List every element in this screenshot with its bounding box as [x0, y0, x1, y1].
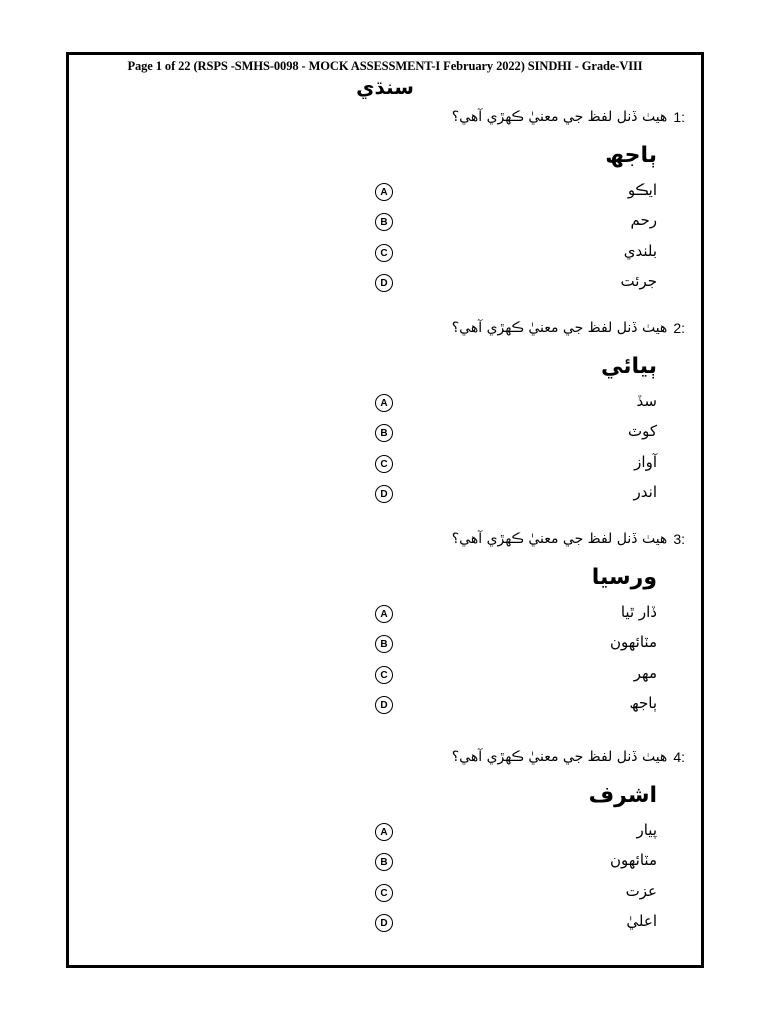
question-number: 3:	[673, 531, 685, 547]
option-a[interactable]	[69, 823, 701, 853]
question-prompt: هيٺ ڏنل لفظ جي معنيٰ ڪهڙي آهي؟	[451, 109, 668, 125]
option-circle[interactable]: B	[375, 635, 393, 653]
option-d[interactable]	[69, 696, 701, 726]
option-text: ايڪو	[627, 181, 657, 199]
option-text: مٽائهون	[610, 633, 657, 651]
option-circle[interactable]: C	[375, 884, 393, 902]
question-line	[452, 531, 685, 547]
option-a[interactable]	[69, 394, 701, 424]
option-c[interactable]	[69, 666, 701, 696]
question-number: 4:	[673, 749, 685, 765]
option-text: ٻاجھ	[629, 694, 657, 712]
option-circle[interactable]: C	[375, 666, 393, 684]
option-text: کوٽ	[627, 422, 657, 440]
question-prompt: هيٺ ڏنل لفظ جي معنيٰ ڪهڙي آهي؟	[451, 531, 668, 547]
question-word: اشرف	[588, 783, 657, 808]
option-circle[interactable]: B	[375, 853, 393, 871]
option-text: مٽائهون	[610, 851, 657, 869]
option-b[interactable]	[69, 635, 701, 665]
option-circle[interactable]: A	[375, 394, 393, 412]
option-text: اعليٰ	[626, 912, 657, 930]
question-prompt: هيٺ ڏنل لفظ جي معنيٰ ڪهڙي آهي؟	[451, 749, 668, 765]
option-text: عزت	[625, 882, 657, 900]
question-word: ورسيا	[591, 565, 657, 590]
question-word: ٻاجھ	[605, 143, 657, 168]
question-line	[452, 109, 685, 125]
question-number: 2:	[673, 320, 685, 336]
page-header: Page 1 of 22 (RSPS -SMHS-0098 - MOCK ASSESSMENT-I February 2022) SINDHI - Grade-VIII	[127, 59, 643, 73]
option-circle[interactable]: A	[375, 183, 393, 201]
option-text: بلندي	[623, 242, 657, 260]
question-line	[452, 320, 685, 336]
option-d[interactable]	[69, 485, 701, 515]
option-circle[interactable]: D	[375, 485, 393, 503]
option-text: جرئت	[620, 272, 657, 290]
option-circle[interactable]: A	[375, 823, 393, 841]
page-border	[66, 52, 704, 968]
option-circle[interactable]: B	[375, 424, 393, 442]
question-prompt: هيٺ ڏنل لفظ جي معنيٰ ڪهڙي آهي؟	[451, 320, 668, 336]
option-c[interactable]	[69, 244, 701, 274]
option-c[interactable]	[69, 455, 701, 485]
option-text: مهر	[633, 664, 657, 682]
option-b[interactable]	[69, 424, 701, 454]
option-text: پيار	[636, 821, 657, 839]
option-circle[interactable]: D	[375, 696, 393, 714]
option-circle[interactable]: C	[375, 455, 393, 473]
option-circle[interactable]: A	[375, 605, 393, 623]
option-text: آواز	[634, 453, 657, 471]
question-line	[452, 749, 685, 765]
option-text: اندر	[633, 483, 657, 501]
option-a[interactable]	[69, 183, 701, 213]
option-circle[interactable]: C	[375, 244, 393, 262]
option-text: سڏ	[636, 392, 657, 410]
subject-title: سنڌي	[356, 75, 414, 99]
question-number: 1:	[673, 109, 685, 125]
option-text: رحم	[630, 211, 657, 229]
option-circle[interactable]: D	[375, 274, 393, 292]
option-c[interactable]	[69, 884, 701, 914]
option-d[interactable]	[69, 914, 701, 944]
option-text: ڏار ٿيا	[620, 603, 657, 621]
question-word: ٻيائي	[600, 354, 657, 379]
option-circle[interactable]: B	[375, 213, 393, 231]
option-a[interactable]	[69, 605, 701, 635]
option-d[interactable]	[69, 274, 701, 304]
option-b[interactable]	[69, 853, 701, 883]
option-circle[interactable]: D	[375, 914, 393, 932]
option-b[interactable]	[69, 213, 701, 243]
